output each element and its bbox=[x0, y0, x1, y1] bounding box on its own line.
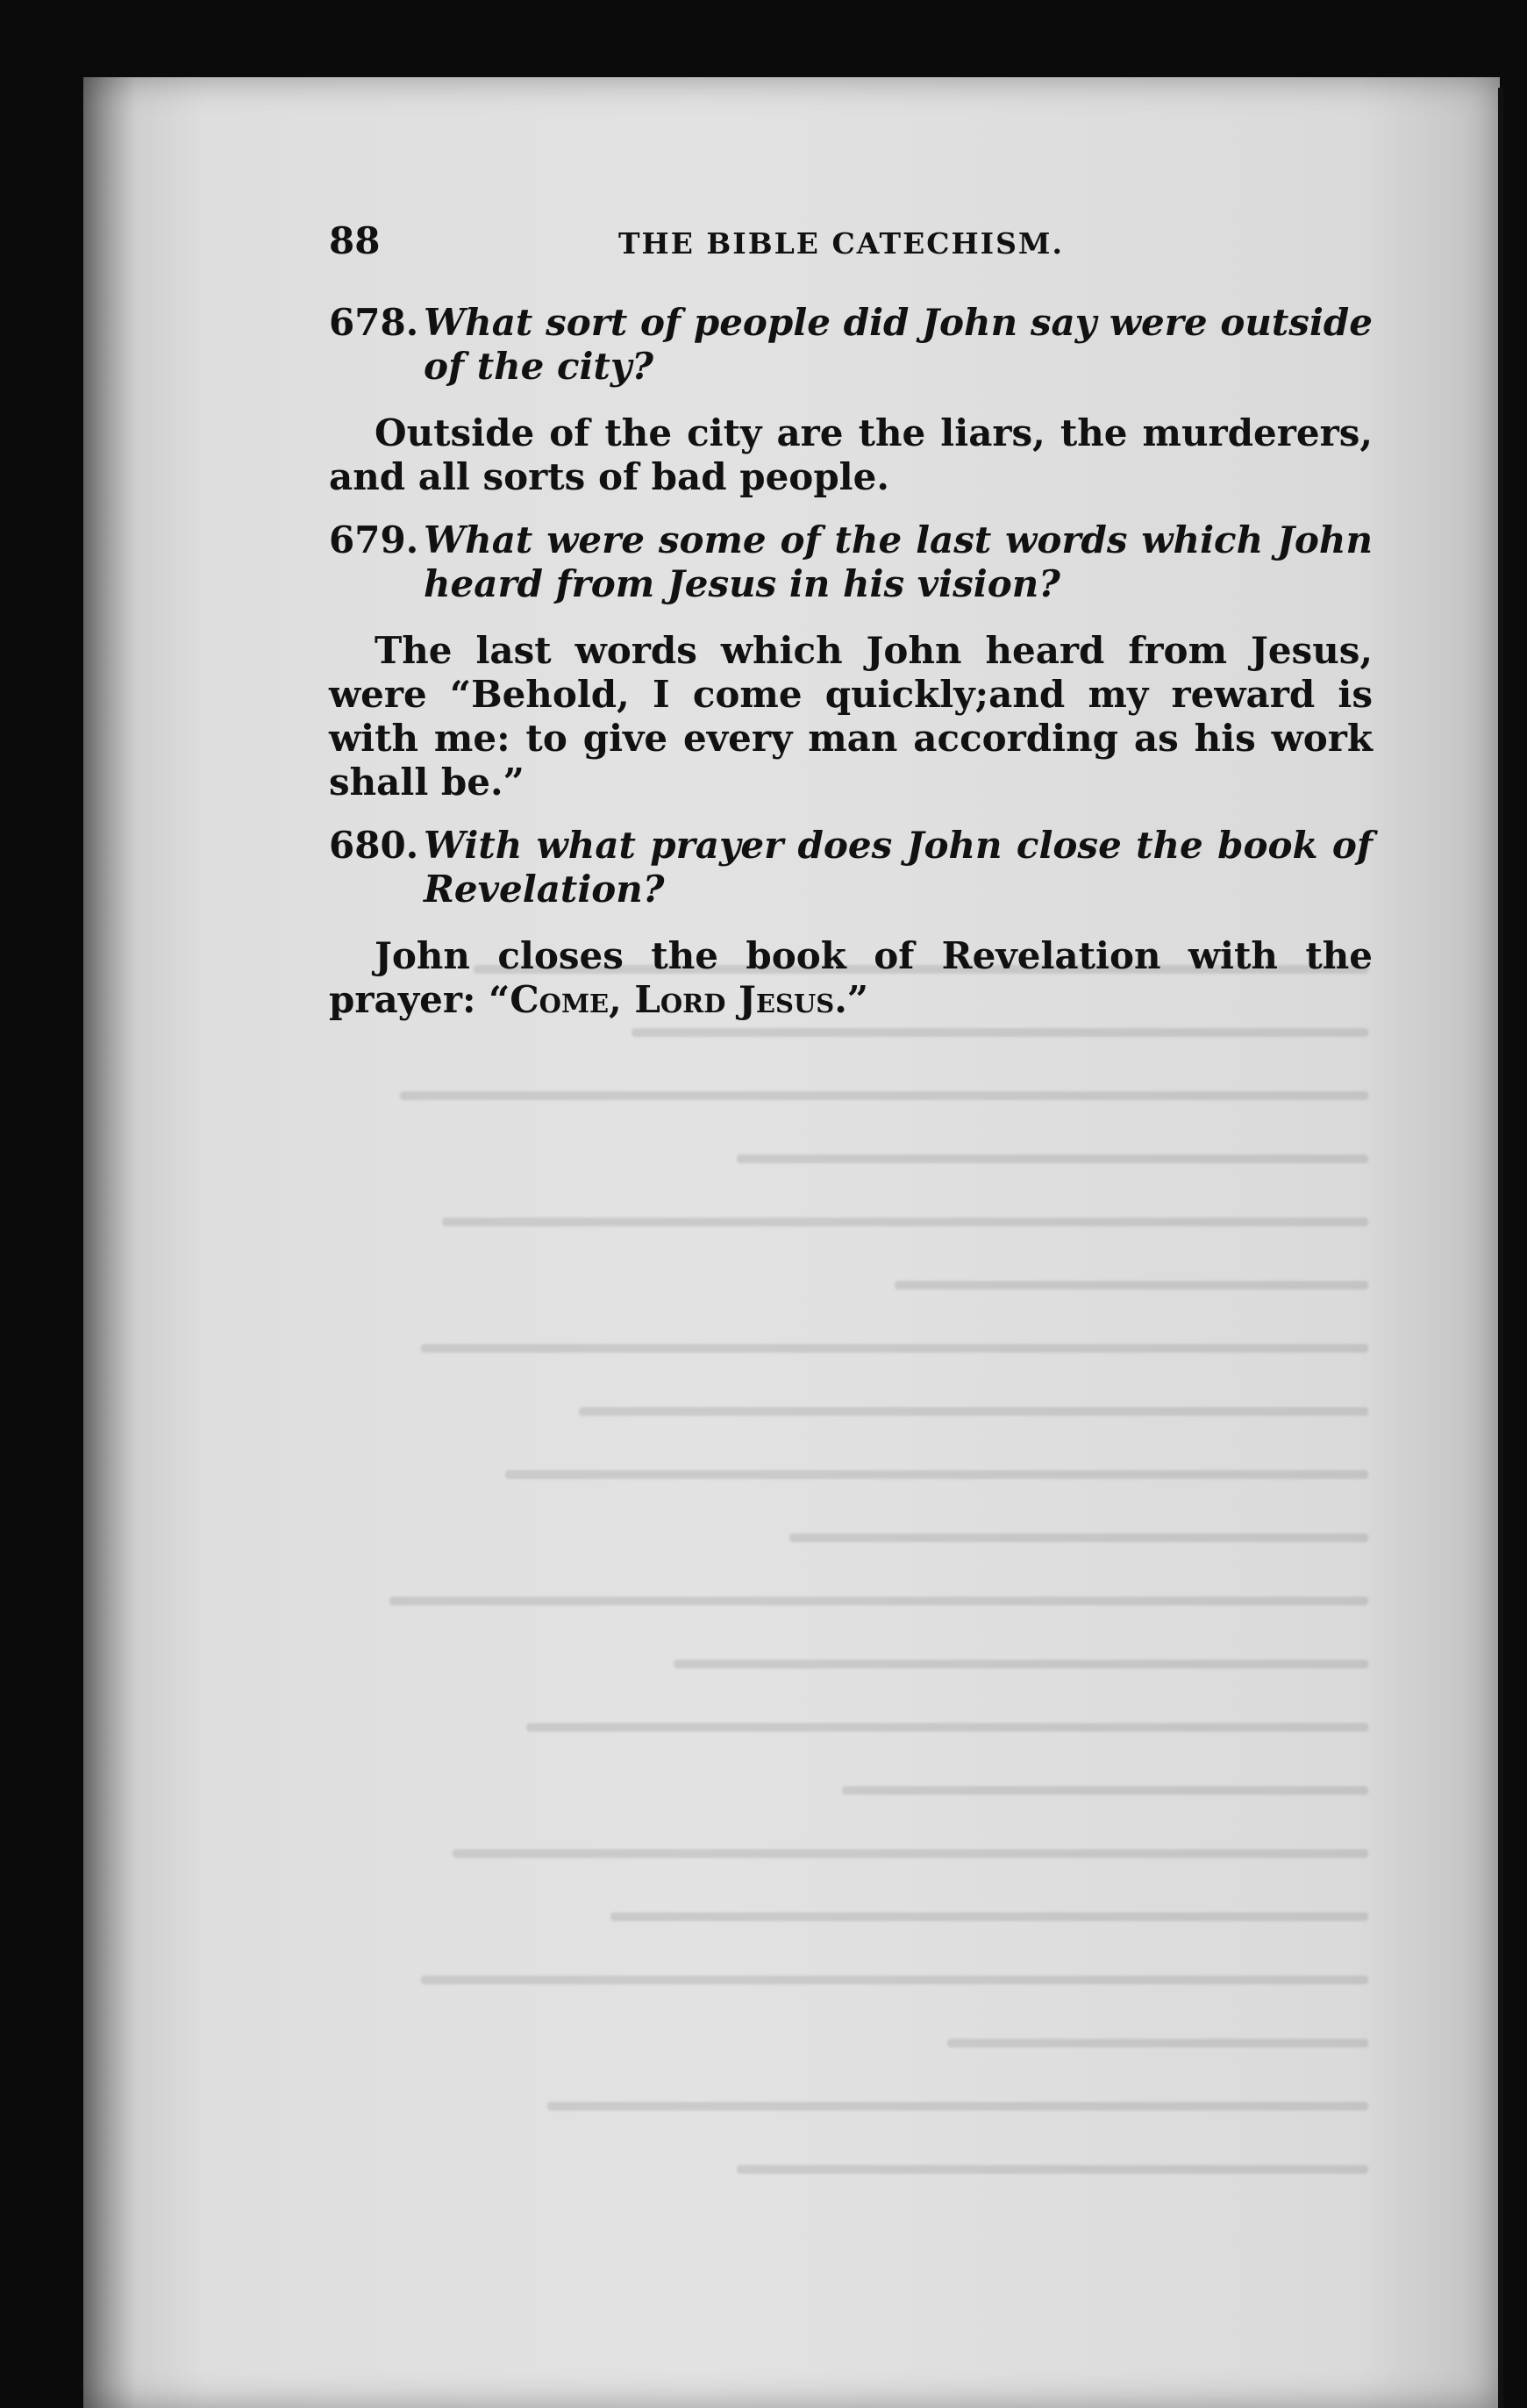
catechism-entry-679 bbox=[329, 518, 1373, 804]
catechism-entry-680 bbox=[329, 824, 1373, 1022]
answer-text: The last words which John heard from Jesus, were “Behold, I come quickly;and my reward is with me: to give every man according as his work shall be.” bbox=[329, 629, 1373, 804]
show-through-text bbox=[316, 965, 1368, 2281]
question-number: 678. bbox=[329, 301, 419, 344]
question-number: 680. bbox=[329, 824, 419, 867]
answer-prefix: John closes the book of Revelation with the prayer: bbox=[329, 934, 1373, 1021]
page-number: 88 bbox=[329, 219, 381, 262]
catechism-entry-678 bbox=[329, 301, 1373, 499]
running-title: THE BIBLE CATECHISM. bbox=[618, 226, 1064, 261]
running-head bbox=[329, 219, 1373, 262]
answer-text bbox=[329, 934, 1373, 1022]
question bbox=[329, 518, 1373, 606]
question-text: With what prayer does John close the book of Revelation? bbox=[424, 824, 1373, 911]
answer-text: Outside of the city are the liars, the murderers, and all sorts of bad people. bbox=[329, 411, 1373, 498]
page-edge-shadow bbox=[1498, 88, 1503, 2408]
question bbox=[329, 824, 1373, 911]
question bbox=[329, 301, 1373, 389]
question-text: What were some of the last words which John heard from Jesus in his vision? bbox=[424, 518, 1373, 605]
question-number: 679. bbox=[329, 518, 419, 561]
question-text: What sort of people did John say were outside of the city? bbox=[424, 301, 1373, 388]
page-text bbox=[329, 219, 1373, 1041]
answer-quote: “Come, Lord Jesus.” bbox=[489, 978, 868, 1021]
